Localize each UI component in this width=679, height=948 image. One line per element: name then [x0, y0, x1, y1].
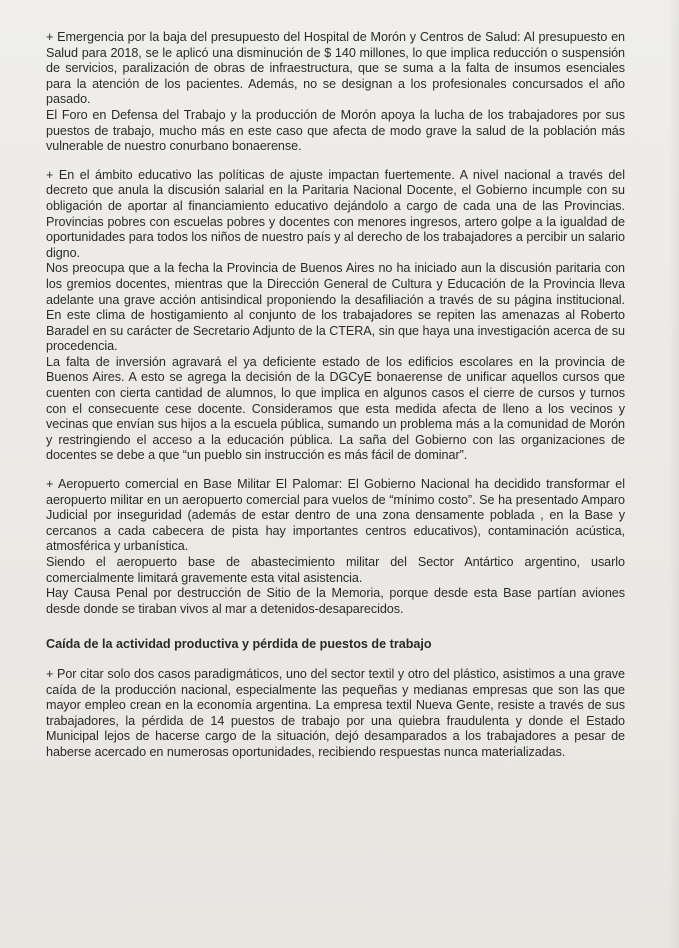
- paragraph: + Emergencia por la baja del presupuesto del Hospital de Morón y Centros de Salud: Al presupuesto en Salud para 2018, se le aplicó una disminución de $ 140 millones, lo que implica reducción o suspensión de servicios, paralización de obras de infraestructura, que se suma a la falta de insumos esenciales para la atención de los pacientes. Además, no se designan a los profesionales concursados el año pasado.: [46, 30, 625, 107]
- paragraph: Siendo el aeropuerto base de abastecimiento militar del Sector Antártico argentino, usarlo comercialmente limitará gravemente esta vital asistencia.: [46, 555, 625, 585]
- paragraph: + Por citar solo dos casos paradigmáticos, uno del sector textil y otro del plástico, asistimos a una grave caída de la producción nacional, especialmente las pequeñas y medianas empresas que son las que mayor empleo crean en la economía argentina. La empresa textil Nueva Gente, resiste a través de sus trabajadores, la pérdida de 14 puestos de trabajo por una quiebra fraudulenta y donde el Estado Municipal lejos de hacerse cargo de la situación, dejó desamparados a los trabajadores a pesar de haberse acercado en numerosas oportunidades, recibiendo respuestas nunca materializadas.: [46, 666, 625, 759]
- page-edge-shadow: [669, 0, 679, 948]
- section-heading: Caída de la actividad productiva y pérdida de puestos de trabajo: [46, 637, 432, 652]
- section-salud: [46, 30, 625, 155]
- paragraph: Hay Causa Penal por destrucción de Sitio de la Memoria, porque desde esta Base partían aviones desde donde se tiraban vivos al mar a detenidos-desaparecidos.: [46, 586, 625, 616]
- paragraph: Nos preocupa que a la fecha la Provincia de Buenos Aires no ha iniciado aun la discusión paritaria con los gremios docentes, mientras que la Dirección General de Cultura y Educación de la Provincia lleva adelante una grave acción antisindical proponiendo la desafiliación a través de su página institucional. En este clima de hostigamiento al conjunto de los trabajadores se repiten las amenazas al Roberto Baradel en su carácter de Secretario Adjunto de la CTERA, sin que haya una investigación acerca de su procedencia.: [46, 261, 625, 354]
- section-aeropuerto: [46, 477, 625, 617]
- paragraph: El Foro en Defensa del Trabajo y la producción de Morón apoya la lucha de los trabajadores por sus puestos de trabajo, mucho más en este caso que afecta de modo grave la salud de la población más vulnerable de nuestro conurbano bonaerense.: [46, 107, 625, 154]
- section-educacion: [46, 168, 625, 464]
- section-actividad-productiva: [46, 667, 625, 761]
- paragraph: + En el ámbito educativo las políticas de ajuste impactan fuertemente. A nivel nacional a través del decreto que anula la discusión salarial en la Paritaria Nacional Docente, el Gobierno incumple con su obligación de aportar al financiamiento educativo dejándolo a cargo de cada una de las Provincias. Provincias pobres con escuelas pobres y docentes con menores ingresos, artero golpe a la igualdad de oportunidades para todos los niños de nuestro país y al derecho de los trabajadores a percibir un salario digno.: [46, 167, 625, 260]
- paragraph: + Aeropuerto comercial en Base Militar El Palomar: El Gobierno Nacional ha decidido transformar el aeropuerto militar en un aeropuerto comercial para vuelos de “mínimo costo”. Se ha presentado Amparo Judicial por inseguridad (además de estar dentro de una zona densamente poblada , en la Base y cercanos a cada cabecera de pista hay importantes centros educativos), contaminación acústica, atmosférica y urbanística.: [46, 477, 625, 554]
- paragraph: La falta de inversión agravará el ya deficiente estado de los edificios escolares en la provincia de Buenos Aires. A esto se agrega la decisión de la DGCyE bonaerense de unificar aquellos cursos que cuenten con cierta cantidad de alumnos, lo que implica en algunos casos el cierre de cursos y turnos con el consecuente cese docente. Consideramos que esta medida afecta de lleno a los vecinos y vecinas que envían sus hijos a la escuela pública, sumando un problema más a la comunidad de Morón y restringiendo el acceso a la educación pública. La saña del Gobierno con las organizaciones de docentes se debe a que “un pueblo sin instrucción es más fácil de dominar”.: [46, 354, 625, 463]
